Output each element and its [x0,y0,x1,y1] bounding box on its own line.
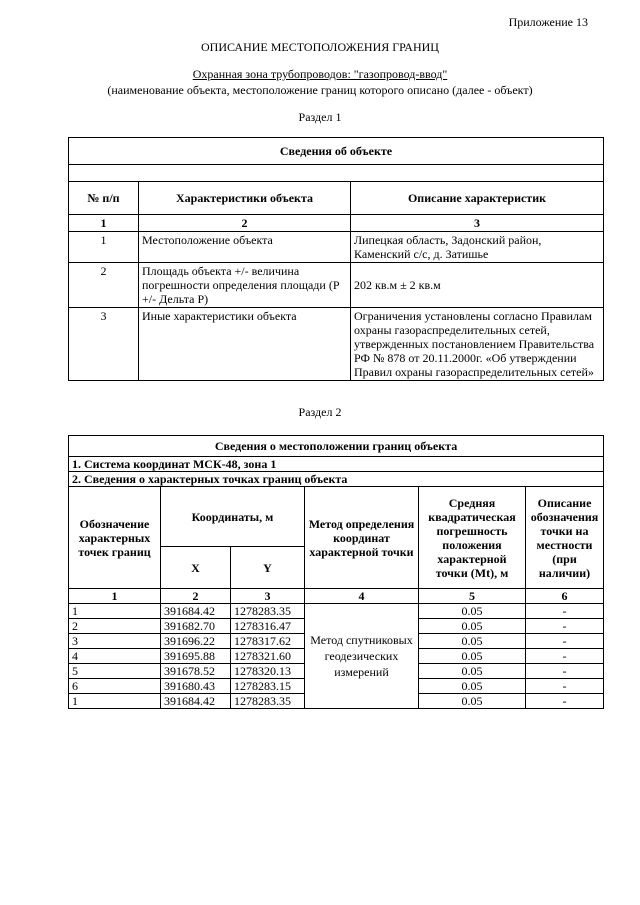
point-y: 1278283.35 [231,604,305,619]
points-title: 2. Сведения о характерных точках границ объекта [69,472,604,487]
row-number: 3 [69,308,139,381]
col-header-description: Описание характеристик [351,182,604,215]
col-header-error: Средняя квадратическая погрешность положения характерной точки (Mt), м [419,487,526,589]
table-row [69,232,604,263]
row-characteristic: Площадь объекта +/- величина погрешности определения площади (Р +/- Дельта Р) [139,263,351,308]
row-number: 1 [69,232,139,263]
col-number: 6 [526,589,604,604]
method-cell: Метод спутниковых геодезических измерений [305,604,419,709]
point-description: - [526,694,604,709]
point-y: 1278320.13 [231,664,305,679]
point-description: - [526,664,604,679]
col-header-y: Y [231,547,305,589]
coordinate-system: 1. Система координат МСК-48, зона 1 [69,457,604,472]
col-header-characteristic: Характеристики объекта [139,182,351,215]
boundary-table-title: Сведения о местоположении границ объекта [69,436,604,457]
object-name-text: Охранная зона трубопроводов: "газопровод-ввод" [192,67,448,81]
section-1-label: Раздел 1 [298,110,342,124]
col-number: 2 [161,589,231,604]
col-header-coords: Координаты, м [161,487,305,547]
col-number: 5 [419,589,526,604]
row-description: Ограничения установлены согласно Правилам охраны газораспределительных сетей, утвержденных постановлением Правительства РФ № 878 от 20.11.2000г. «Об утверждении Правил охраны газораспределительных сетей» [351,308,604,381]
point-description: - [526,649,604,664]
col-header-number: № п/п [69,182,139,215]
row-characteristic: Иные характеристики объекта [139,308,351,381]
point-y: 1278283.15 [231,679,305,694]
point-error: 0.05 [419,649,526,664]
col-number: 2 [139,215,351,232]
point-id: 5 [69,664,161,679]
point-id: 2 [69,619,161,634]
boundary-points-table [68,435,604,709]
col-number: 3 [231,589,305,604]
point-x: 391682.70 [161,619,231,634]
point-error: 0.05 [419,694,526,709]
col-header-point-description: Описание обозначения точки на местности (при наличии) [526,487,604,589]
row-characteristic: Местоположение объекта [139,232,351,263]
point-y: 1278316.47 [231,619,305,634]
point-x: 391695.88 [161,649,231,664]
col-number: 1 [69,215,139,232]
point-description: - [526,679,604,694]
col-number: 3 [351,215,604,232]
point-error: 0.05 [419,679,526,694]
object-name [0,67,640,82]
point-x: 391696.22 [161,634,231,649]
point-y: 1278321.60 [231,649,305,664]
col-header-x: X [161,547,231,589]
spacer-row [69,165,604,182]
point-id: 3 [69,634,161,649]
object-info-table [68,137,604,381]
point-x: 391684.42 [161,694,231,709]
point-id: 1 [69,694,161,709]
row-number: 2 [69,263,139,308]
appendix-label: Приложение 13 [508,15,588,29]
section-2-label: Раздел 2 [298,405,342,419]
point-id: 4 [69,649,161,664]
point-error: 0.05 [419,619,526,634]
point-x: 391678.52 [161,664,231,679]
point-description: - [526,619,604,634]
col-header-designation: Обозначение характерных точек границ [69,487,161,589]
point-id: 6 [69,679,161,694]
col-number: 1 [69,589,161,604]
object-caption: (наименование объекта, местоположение границ которого описано (далее - объект) [107,83,533,97]
point-x: 391680.43 [161,679,231,694]
table-row [69,604,604,619]
point-y: 1278317.62 [231,634,305,649]
table-row [69,263,604,308]
document-title: ОПИСАНИЕ МЕСТОПОЛОЖЕНИЯ ГРАНИЦ [201,40,439,54]
table-row [69,308,604,381]
row-description: Липецкая область, Задонский район, Каменский с/с, д. Затишье [351,232,604,263]
point-id: 1 [69,604,161,619]
point-error: 0.05 [419,664,526,679]
object-info-table-title: Сведения об объекте [69,138,604,165]
row-description: 202 кв.м ± 2 кв.м [351,263,604,308]
point-x: 391684.42 [161,604,231,619]
point-y: 1278283.35 [231,694,305,709]
point-description: - [526,604,604,619]
col-number: 4 [305,589,419,604]
point-error: 0.05 [419,634,526,649]
point-error: 0.05 [419,604,526,619]
point-description: - [526,634,604,649]
col-header-method: Метод определения координат характерной точки [305,487,419,589]
